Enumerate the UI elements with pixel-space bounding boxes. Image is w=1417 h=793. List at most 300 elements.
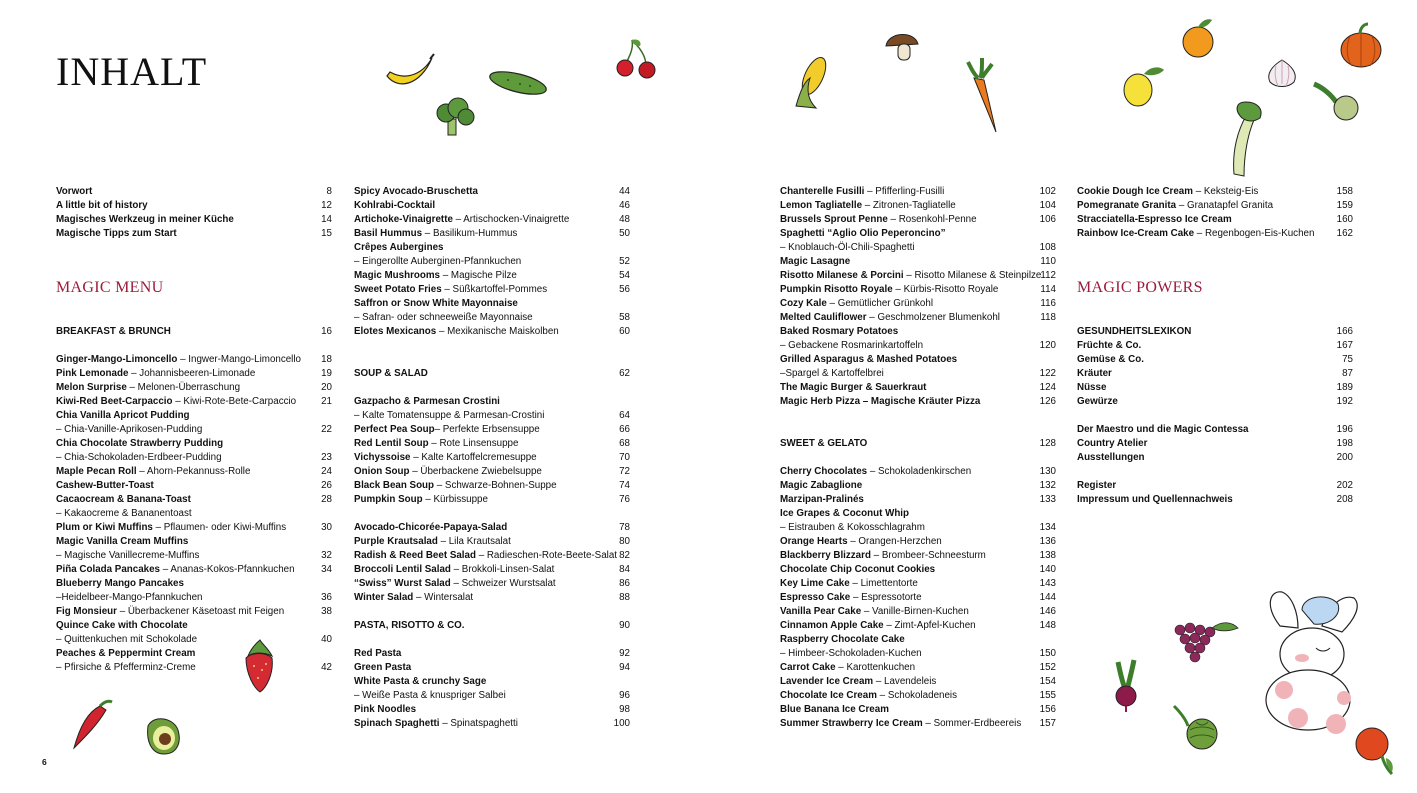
entry-title: Lemon Tagliatelle	[780, 200, 863, 211]
entry-title: Brussels Sprout Penne	[780, 214, 888, 225]
toc-entry	[780, 367, 1056, 381]
toc-entry	[1077, 451, 1353, 465]
entry-page-number: 102	[1039, 186, 1056, 197]
entry-title: Stracciatella-Espresso Ice Cream	[1077, 214, 1232, 225]
entry-subtitle: – Brombeer-Schneesturm	[870, 550, 986, 561]
toc-spacer	[1077, 269, 1353, 283]
toc-entry	[780, 297, 1056, 311]
entry-title: Vichyssoise	[354, 452, 411, 463]
entry-page-number: 166	[1336, 326, 1353, 337]
toc-entry	[1077, 339, 1353, 353]
entry-title: Ice Grapes & Coconut Whip	[780, 508, 910, 519]
entry-title: Fig Monsieur	[56, 606, 117, 617]
entry-title: Summer Strawberry Ice Cream	[780, 718, 923, 729]
entry-page-number: 20	[321, 382, 332, 393]
entry-page-number: 140	[1039, 564, 1056, 575]
toc-entry	[354, 619, 630, 633]
entry-page-number: 26	[321, 480, 332, 491]
entry-subtitle: – Kürbis-Risotto Royale	[892, 284, 999, 295]
toc-entry	[354, 493, 630, 507]
toc-entry	[780, 255, 1056, 269]
toc-spacer	[56, 241, 332, 255]
mushroom-icon	[884, 30, 924, 64]
entry-page-number: 8	[326, 186, 332, 197]
toc-entry	[780, 675, 1056, 689]
entry-subtitle: – Geschmolzener Blumenkohl	[866, 312, 1000, 323]
entry-page-number: 88	[619, 592, 630, 603]
entry-page-number: 58	[619, 312, 630, 323]
entry-page-number: 208	[1336, 494, 1353, 505]
entry-title: Peaches & Peppermint Cream	[56, 648, 196, 659]
toc-entry	[354, 451, 630, 465]
entry-title: Cozy Kale	[780, 298, 827, 309]
entry-subtitle: – Regenbogen-Eis-Kuchen	[1194, 228, 1315, 239]
entry-subtitle: – Mexikanische Maiskolben	[436, 326, 559, 337]
toc-entry	[354, 423, 630, 437]
entry-subtitle: – Kiwi-Rote-Bete-Carpaccio	[172, 396, 297, 407]
entry-page-number: 108	[1039, 242, 1056, 253]
entry-title: Avocado-Chicorée-Papaya-Salad	[354, 522, 508, 533]
entry-page-number: 86	[619, 578, 630, 589]
toc-entry	[780, 185, 1056, 199]
entry-title: Piña Colada Pancakes	[56, 564, 161, 575]
entry-page-number: 21	[321, 396, 332, 407]
toc-entry	[1077, 325, 1353, 339]
toc-entry	[780, 395, 1056, 409]
entry-page-number: 24	[321, 466, 332, 477]
toc-entry	[780, 535, 1056, 549]
entry-page-number: 78	[619, 522, 630, 533]
entry-page-number: 56	[619, 284, 630, 295]
entry-subtitle: – Knoblauch-Öl-Chili-Spaghetti	[780, 242, 915, 253]
toc-entry	[354, 367, 630, 381]
entry-subtitle: – Rote Linsensuppe	[428, 438, 519, 449]
entry-page-number: 14	[321, 214, 332, 225]
entry-title: Blueberry Mango Pancakes	[56, 578, 184, 589]
onion-icon	[1310, 78, 1362, 124]
entry-page-number: 64	[619, 410, 630, 421]
chili-pepper-icon	[66, 696, 116, 752]
toc-spacer	[1077, 283, 1353, 297]
entry-subtitle: – Lavendeleis	[873, 676, 937, 687]
entry-page-number: 38	[321, 606, 332, 617]
avocado-icon	[142, 714, 184, 758]
entry-title: Winter Salad	[354, 592, 414, 603]
entry-subtitle: – Schweizer Wurstsalat	[450, 578, 556, 589]
toc-entry	[354, 409, 630, 423]
entry-title: Vanilla Pear Cake	[780, 606, 862, 617]
toc-entry	[354, 465, 630, 479]
toc-entry	[780, 661, 1056, 675]
entry-subtitle: – Johannisbeeren-Limonade	[128, 368, 256, 379]
toc-entry	[1077, 213, 1353, 227]
entry-page-number: 19	[321, 368, 332, 379]
entry-page-number: 16	[321, 326, 332, 337]
toc-entry	[354, 199, 630, 213]
toc-entry	[56, 437, 332, 451]
entry-page-number: 128	[1039, 438, 1056, 449]
entry-title: Cinnamon Apple Cake	[780, 620, 884, 631]
toc-entry	[354, 255, 630, 269]
toc-entry	[354, 325, 630, 339]
entry-subtitle: – Ahorn-Pekannuss-Rolle	[136, 466, 251, 477]
entry-subtitle: – Gemütlicher Grünkohl	[826, 298, 934, 309]
entry-page-number: 90	[619, 620, 630, 631]
entry-title: Blue Banana Ice Cream	[780, 704, 889, 715]
entry-subtitle: – Orangen-Herzchen	[847, 536, 942, 547]
grapes-icon	[1170, 616, 1242, 670]
entry-page-number: 15	[321, 228, 332, 239]
entry-page-number: 114	[1040, 284, 1056, 295]
entry-subtitle: – Schokoladeneis	[876, 690, 957, 701]
toc-entry	[56, 619, 332, 633]
entry-subtitle: – Pflaumen- oder Kiwi-Muffins	[152, 522, 287, 533]
entry-title: Onion Soup	[354, 466, 410, 477]
entry-subtitle: – Karottenkuchen	[835, 662, 916, 673]
toc-entry	[354, 591, 630, 605]
entry-title: Radish & Reed Beet Salad	[354, 550, 476, 561]
entry-subtitle: – Radieschen-Rote-Beete-Salat	[475, 550, 618, 561]
toc-entry	[354, 647, 630, 661]
entry-page-number: 120	[1039, 340, 1056, 351]
toc-spacer	[56, 339, 332, 353]
entry-title: Spaghetti “Aglio Olio Peperoncino”	[780, 228, 946, 239]
toc-column-2	[354, 185, 630, 731]
entry-title: Pumpkin Soup	[354, 494, 423, 505]
entry-page-number: 152	[1039, 662, 1056, 673]
pumpkin-icon	[1338, 22, 1384, 70]
toc-spacer	[1077, 311, 1353, 325]
entry-page-number: 87	[1342, 368, 1353, 379]
orange-icon	[1180, 16, 1216, 60]
section-title-magic-powers: MAGIC POWERS	[1077, 279, 1203, 296]
toc-entry	[780, 353, 1056, 367]
toc-entry	[780, 199, 1056, 213]
entry-title: Magic Vanilla Cream Muffins	[56, 536, 189, 547]
entry-title: Green Pasta	[354, 662, 412, 673]
toc-entry	[354, 437, 630, 451]
toc-spacer	[56, 283, 332, 297]
toc-entry	[780, 465, 1056, 479]
entry-title: Chanterelle Fusilli	[780, 186, 865, 197]
entry-page-number: 82	[619, 550, 630, 561]
artichoke-icon	[1170, 700, 1222, 752]
toc-spacer	[354, 633, 630, 647]
entry-subtitle: – Lila Krautsalat	[437, 536, 511, 547]
entry-title: Perfect Pea Soup	[354, 424, 435, 435]
toc-entry	[56, 353, 332, 367]
corn-icon	[790, 52, 836, 110]
toc-entry	[354, 521, 630, 535]
entry-page-number: 36	[321, 592, 332, 603]
entry-page-number: 18	[321, 354, 332, 365]
toc-entry	[354, 311, 630, 325]
toc-spacer	[780, 409, 1056, 423]
entry-title: A little bit of history	[56, 200, 148, 211]
entry-subtitle: – Kalte Kartoffelcremesuppe	[410, 452, 537, 463]
entry-subtitle: – Überbackener Käsetoast mit Feigen	[116, 606, 285, 617]
entry-page-number: 122	[1039, 368, 1056, 379]
entry-page-number: 12	[321, 200, 332, 211]
entry-subtitle: – Chia-Schokoladen-Erdbeer-Pudding	[56, 452, 222, 463]
entry-title: Sweet Potato Fries	[354, 284, 442, 295]
toc-column-3	[780, 185, 1056, 731]
toc-spacer	[1077, 409, 1353, 423]
entry-page-number: 80	[619, 536, 630, 547]
entry-title: Blackberry Blizzard	[780, 550, 871, 561]
toc-entry	[56, 493, 332, 507]
entry-subtitle: – Basilikum-Hummus	[422, 228, 518, 239]
toc-entry	[780, 563, 1056, 577]
entry-page-number: 106	[1039, 214, 1056, 225]
toc-entry	[56, 577, 332, 591]
entry-page-number: 76	[619, 494, 630, 505]
entry-title: Crêpes Aubergines	[354, 242, 444, 253]
toc-spacer	[1077, 255, 1353, 269]
toc-entry	[780, 647, 1056, 661]
toc-entry	[780, 283, 1056, 297]
entry-page-number: 156	[1039, 704, 1056, 715]
toc-entry	[56, 661, 332, 675]
entry-page-number: 155	[1039, 690, 1056, 701]
entry-page-number: 144	[1039, 592, 1056, 603]
toc-entry	[354, 717, 630, 731]
entry-title: SOUP & SALAD	[354, 368, 428, 379]
entry-page-number: 160	[1336, 214, 1353, 225]
toc-entry	[56, 605, 332, 619]
toc-spacer	[354, 507, 630, 521]
toc-entry	[56, 535, 332, 549]
toc-entry	[354, 213, 630, 227]
carrot-icon	[954, 56, 1006, 136]
entry-title: Country Atelier	[1077, 438, 1148, 449]
toc-entry	[780, 311, 1056, 325]
toc-entry	[56, 479, 332, 493]
toc-entry	[1077, 199, 1353, 213]
toc-entry	[354, 675, 630, 689]
entry-subtitle: – Süßkartoffel-Pommes	[441, 284, 548, 295]
toc-entry	[780, 717, 1056, 731]
entry-page-number: 28	[321, 494, 332, 505]
entry-page-number: 22	[321, 424, 332, 435]
entry-title: Raspberry Chocolate Cake	[780, 634, 905, 645]
toc-entry	[1077, 493, 1353, 507]
entry-page-number: 167	[1336, 340, 1353, 351]
entry-page-number: 192	[1336, 396, 1353, 407]
entry-page-number: 70	[619, 452, 630, 463]
entry-title: Carrot Cake	[780, 662, 836, 673]
entry-page-number: 200	[1336, 452, 1353, 463]
toc-entry	[354, 535, 630, 549]
toc-entry	[780, 269, 1056, 283]
entry-subtitle: – Schwarze-Bohnen-Suppe	[434, 480, 557, 491]
entry-page-number: 66	[619, 424, 630, 435]
apple-icon	[1352, 722, 1396, 776]
entry-page-number: 146	[1039, 606, 1056, 617]
toc-entry	[56, 563, 332, 577]
entry-page-number: 143	[1039, 578, 1056, 589]
toc-entry	[56, 451, 332, 465]
entry-title: Quince Cake with Chocolate	[56, 620, 188, 631]
toc-entry	[780, 521, 1056, 535]
entry-title: Cherry Chocolates	[780, 466, 868, 477]
entry-subtitle: – Wintersalat	[413, 592, 474, 603]
toc-entry	[1077, 423, 1353, 437]
toc-entry	[354, 661, 630, 675]
entry-page-number: 124	[1039, 382, 1056, 393]
toc-spacer	[354, 339, 630, 353]
entry-page-number: 94	[619, 662, 630, 673]
entry-title: Nüsse	[1077, 382, 1107, 393]
toc-entry	[780, 493, 1056, 507]
entry-subtitle: –Heidelbeer-Mango-Pfannkuchen	[56, 592, 203, 603]
entry-title: Lavender Ice Cream	[780, 676, 874, 687]
toc-entry	[56, 549, 332, 563]
entry-title: Impressum und Quellennachweis	[1077, 494, 1233, 505]
entry-page-number: 136	[1039, 536, 1056, 547]
entry-title: Chocolate Ice Cream	[780, 690, 877, 701]
entry-subtitle: – Vanille-Birnen-Kuchen	[861, 606, 969, 617]
entry-subtitle: – Brokkoli-Linsen-Salat	[450, 564, 555, 575]
entry-title: PASTA, RISOTTO & CO.	[354, 620, 465, 631]
entry-title: Broccoli Lentil Salad	[354, 564, 451, 575]
strawberry-icon	[242, 638, 276, 694]
entry-page-number: 42	[321, 662, 332, 673]
entry-page-number: 202	[1336, 480, 1353, 491]
toc-entry	[780, 591, 1056, 605]
toc-column-4	[1077, 185, 1353, 507]
toc-spacer	[780, 451, 1056, 465]
entry-subtitle: – Kalte Tomatensuppe & Parmesan-Crostini	[354, 410, 545, 421]
entry-title: Maple Pecan Roll	[56, 466, 137, 477]
entry-subtitle: – Perfekte Erbsensuppe	[434, 424, 540, 435]
toc-entry	[354, 269, 630, 283]
toc-entry	[780, 241, 1056, 255]
entry-title: BREAKFAST & BRUNCH	[56, 326, 171, 337]
toc-entry	[56, 633, 332, 647]
toc-entry	[780, 339, 1056, 353]
entry-subtitle: – Magische Vanillecreme-Muffins	[56, 550, 200, 561]
entry-title: Der Maestro und die Magic Contessa	[1077, 424, 1249, 435]
entry-subtitle: – Spinatspaghetti	[439, 718, 518, 729]
beetroot-icon	[1104, 656, 1148, 712]
entry-page-number: 157	[1039, 718, 1056, 729]
toc-spacer	[1077, 465, 1353, 479]
toc-entry	[780, 703, 1056, 717]
entry-page-number: 30	[321, 522, 332, 533]
page-number: 6	[42, 757, 47, 767]
entry-title: Red Lentil Soup	[354, 438, 429, 449]
toc-entry	[780, 437, 1056, 451]
entry-page-number: 104	[1039, 200, 1056, 211]
entry-page-number: 118	[1040, 312, 1056, 323]
entry-title: Gazpacho & Parmesan Crostini	[354, 396, 500, 407]
toc-entry	[354, 689, 630, 703]
entry-subtitle: – Limettentorte	[849, 578, 918, 589]
entry-title: Plum or Kiwi Muffins	[56, 522, 153, 533]
entry-title: Marzipan-Pralinés	[780, 494, 864, 505]
entry-title: SWEET & GELATO	[780, 438, 868, 449]
entry-subtitle: – Schokoladenkirschen	[867, 466, 972, 477]
entry-subtitle: – Gebackene Rosmarinkartoffeln	[780, 340, 924, 351]
toc-entry	[1077, 395, 1353, 409]
entry-title: Pink Noodles	[354, 704, 417, 715]
entry-subtitle: – Eingerollte Auberginen-Pfannkuchen	[354, 256, 522, 267]
entry-title: Magic Mushrooms	[354, 270, 441, 281]
entry-page-number: 150	[1039, 648, 1056, 659]
entry-subtitle: – Pfirsiche & Pfefferminz-Creme	[56, 662, 196, 673]
toc-spacer	[780, 423, 1056, 437]
toc-entry	[780, 577, 1056, 591]
entry-title: Melon Surprise	[56, 382, 127, 393]
entry-page-number: 116	[1040, 298, 1056, 309]
section-title-magic-menu: MAGIC MENU	[56, 279, 164, 296]
lemon-icon	[1120, 62, 1166, 110]
toc-spacer	[56, 297, 332, 311]
entry-page-number: 23	[321, 452, 332, 463]
entry-page-number: 96	[619, 690, 630, 701]
entry-page-number: 34	[321, 564, 332, 575]
entry-page-number: 162	[1336, 228, 1353, 239]
entry-page-number: 138	[1039, 550, 1056, 561]
entry-page-number: 74	[619, 480, 630, 491]
entry-subtitle: – Weiße Pasta & knuspriger Salbei	[354, 690, 506, 701]
entry-title: The Magic Burger & Sauerkraut	[780, 382, 927, 393]
entry-title: White Pasta & crunchy Sage	[354, 676, 487, 687]
entry-subtitle: – Quittenkuchen mit Schokolade	[56, 634, 198, 645]
toc-entry	[354, 283, 630, 297]
entry-title: Pomegranate Granita	[1077, 200, 1177, 211]
entry-title: Cacaocream & Banana-Toast	[56, 494, 191, 505]
entry-subtitle: – Granatapfel Granita	[1176, 200, 1274, 211]
entry-subtitle: – Keksteig-Eis	[1192, 186, 1259, 197]
toc-entry	[780, 605, 1056, 619]
entry-title: Melted Cauliflower	[780, 312, 867, 323]
entry-title: Spinach Spaghetti	[354, 718, 440, 729]
toc-spacer	[354, 353, 630, 367]
entry-page-number: 40	[321, 634, 332, 645]
entry-title: Spicy Avocado-Bruschetta	[354, 186, 478, 197]
page-title: INHALT	[56, 49, 208, 94]
toc-column-1	[56, 185, 332, 675]
entry-page-number: 198	[1336, 438, 1353, 449]
entry-subtitle: –Spargel & Kartoffelbrei	[780, 368, 884, 379]
entry-page-number: 50	[619, 228, 630, 239]
entry-subtitle: – Safran- oder schneeweiße Mayonnaise	[354, 312, 533, 323]
entry-subtitle: – Pfifferling-Fusilli	[864, 186, 945, 197]
entry-subtitle: – Zitronen-Tagliatelle	[862, 200, 956, 211]
entry-title: Cookie Dough Ice Cream	[1077, 186, 1193, 197]
toc-entry	[354, 185, 630, 199]
entry-title: Cashew-Butter-Toast	[56, 480, 154, 491]
entry-title: Orange Hearts	[780, 536, 848, 547]
entry-page-number: 159	[1336, 200, 1353, 211]
entry-title: Grilled Asparagus & Mashed Potatoes	[780, 354, 958, 365]
toc-spacer	[354, 605, 630, 619]
toc-spacer	[1077, 241, 1353, 255]
entry-title: Ginger-Mango-Limoncello	[56, 354, 178, 365]
toc-entry	[780, 549, 1056, 563]
entry-title: Basil Hummus	[354, 228, 423, 239]
entry-title: Pink Lemonade	[56, 368, 129, 379]
entry-title: Magische Tipps zum Start	[56, 228, 177, 239]
toc-entry	[780, 479, 1056, 493]
toc-spacer	[56, 255, 332, 269]
entry-page-number: 189	[1336, 382, 1353, 393]
entry-subtitle: – Sommer-Erdbeereis	[922, 718, 1022, 729]
cherry-icon	[614, 36, 660, 82]
toc-entry	[56, 227, 332, 241]
